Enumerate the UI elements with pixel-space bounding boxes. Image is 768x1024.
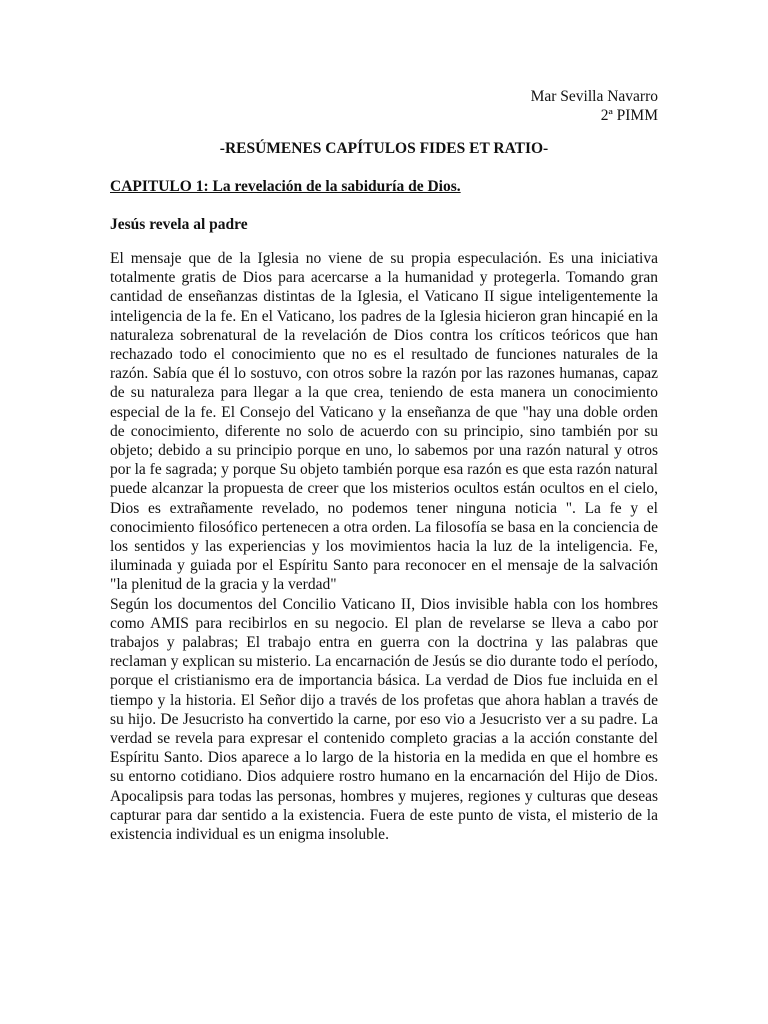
document-title: -RESÚMENES CAPÍTULOS FIDES ET RATIO- bbox=[219, 140, 549, 157]
paragraph-2: Según los documentos del Concilio Vaticano II, Dios invisible habla con los hombres como AMIS para recibirlos en su negocio. El plan de revelarse se lleva a cabo por trabajos y palabras; El trabajo entra en guerra con la doctrina y las palabras que reclaman y explican su misterio. La encarnación de Jesús se dio durante todo el período, porque el cristianismo era de importancia básica. La verdad de Dios fue incluida en el tiempo y la historia. El Señor dijo a través de los profetas que ahora hablan a través de su hijo. De Jesucristo ha convertido la carne, por eso vio a Jesucristo ver a su padre. La verdad se revela para expresar el contenido completo gracias a la acción constante del Espíritu Santo. Dios aparece a lo largo de la historia en la medida en que el hombre es su entorno cotidiano. Dios adquiere rostro humano en la encarnación del Hijo de Dios. Apocalipsis para todas las personas, hombres y mujeres, regiones y culturas que deseas capturar para dar sentido a la existencia. Fuera de este punto de vista, el misterio de la existencia individual es un enigma insoluble. bbox=[110, 595, 658, 844]
author-block bbox=[531, 87, 658, 125]
course-label: 2ª PIMM bbox=[600, 107, 658, 124]
paragraph-1: El mensaje que de la Iglesia no viene de su propia especulación. Es una iniciativa totalmente gratis de Dios para acercarse a la humanidad y protegerla. Tomando gran cantidad de enseñanzas distintas de la Iglesia, el Vaticano II sigue inteligentemente la inteligencia de la fe. En el Vaticano, los padres de la Iglesia hicieron gran hincapié en la naturaleza sobrenatural de la revelación de Dios contra los críticos teóricos que han rechazado todo el conocimiento que no es el resultado de funciones naturales de la razón. Sabía que él lo sostuvo, con otros sobre la razón por las razones humanas, capaz de su naturaleza para llegar a la que crea, teniendo de esta manera un conocimiento especial de la fe. El Consejo del Vaticano y la enseñanza de que "hay una doble orden de conocimiento, diferente no solo de acuerdo con su principio, sino también por su objeto; debido a su principio porque en uno, lo sabemos por una razón natural y otros por la fe sagrada; y porque Su objeto también porque esa razón es que esta razón natural puede alcanzar la propuesta de creer que los misterios ocultos están ocultos en el cielo, Dios es extrañamente revelado, no podemos tener ninguna noticia ". La fe y el conocimiento filosófico pertenecen a otra orden. La filosofía se basa en la conciencia de los sentidos y las experiencias y los movimientos hacia la luz de la inteligencia. Fe, iluminada y guiada por el Espíritu Santo para reconocer en el mensaje de la salvación "la plenitud de la gracia y la verdad" bbox=[110, 250, 658, 594]
body-text bbox=[110, 249, 658, 844]
chapter-heading: CAPITULO 1: La revelación de la sabiduría de Dios. bbox=[110, 178, 461, 195]
author-name: Mar Sevilla Navarro bbox=[530, 88, 658, 105]
section-heading: Jesús revela al padre bbox=[110, 216, 248, 233]
